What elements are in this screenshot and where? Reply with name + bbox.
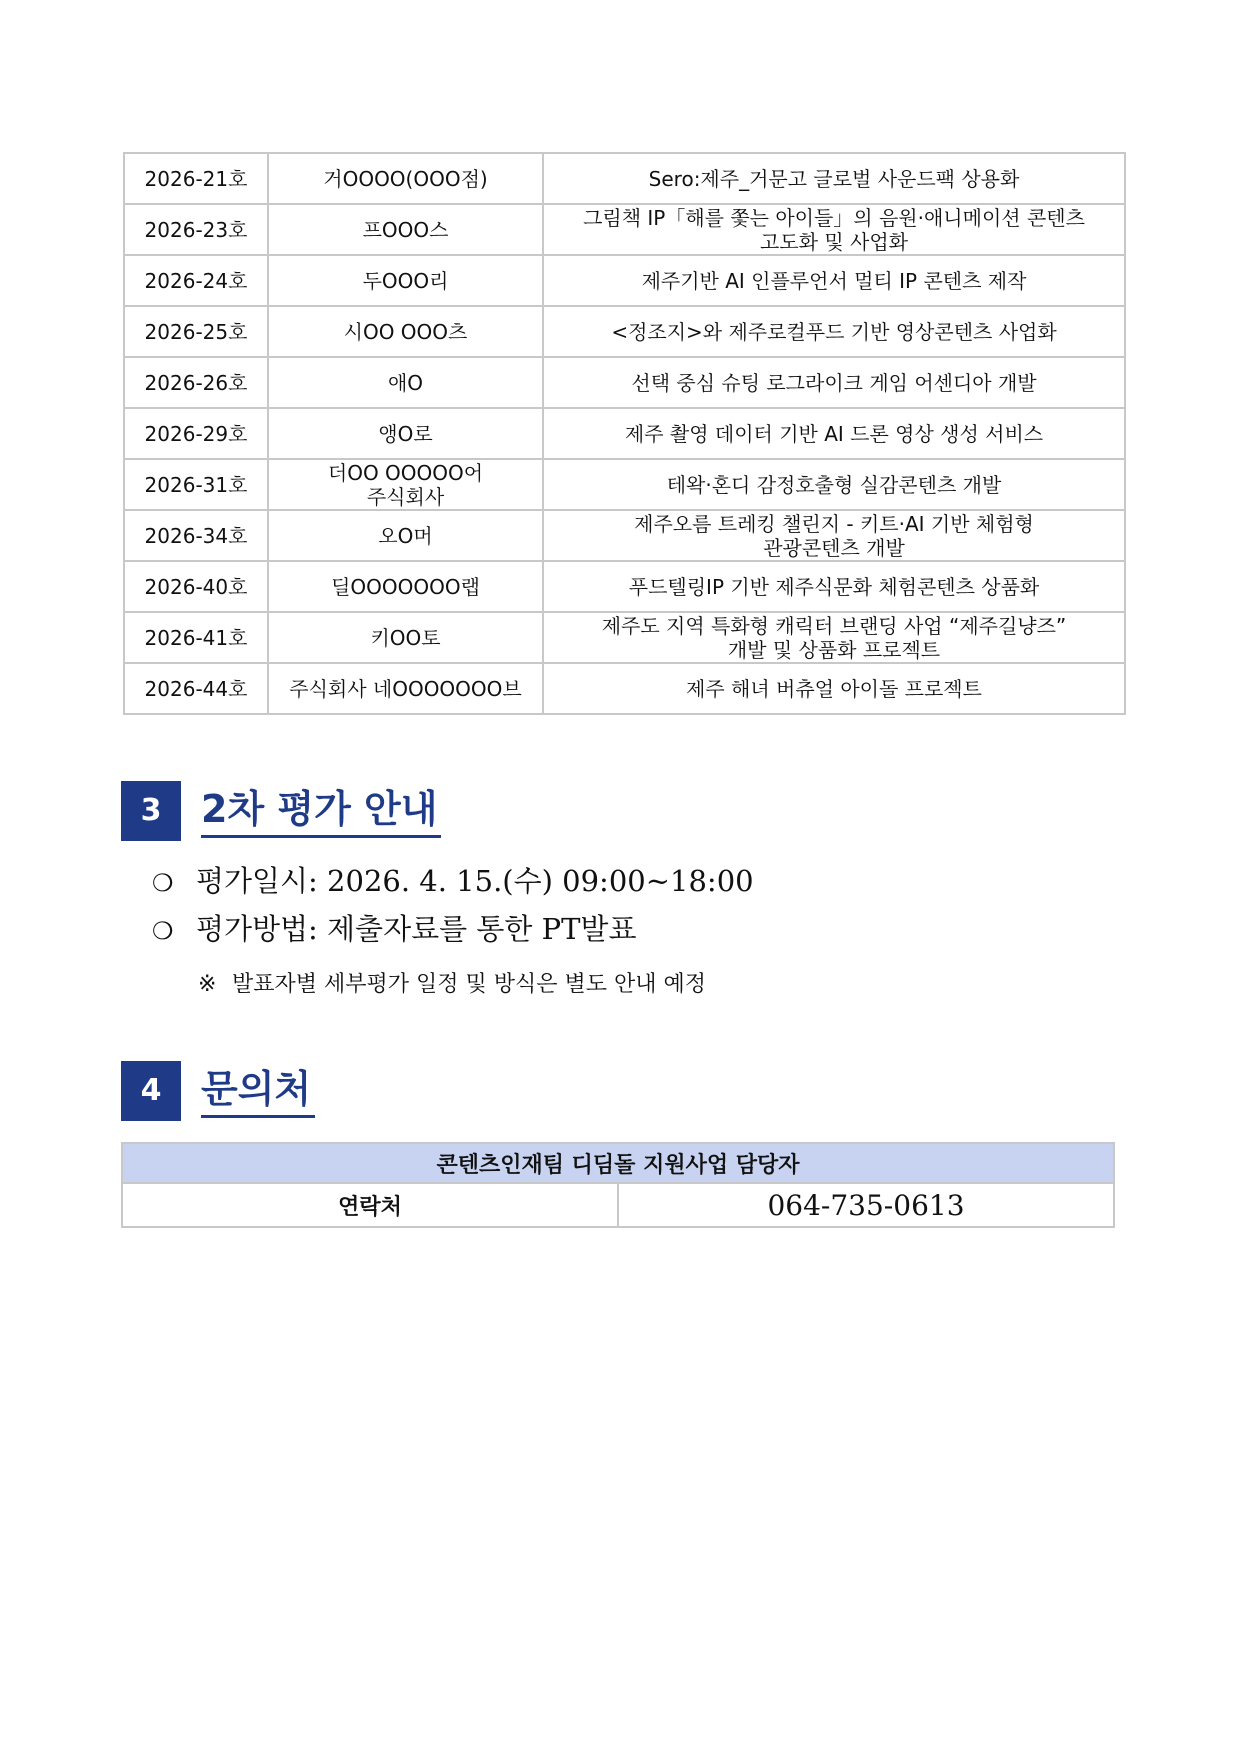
cell-text: 제주오름 트레킹 챌린지 - 키트·AI 기반 체험형	[634, 511, 1034, 536]
cell-text: 2026-25호	[144, 319, 248, 344]
project-title-cell	[543, 204, 1125, 255]
cell-text: 2026-24호	[144, 268, 248, 293]
note-body: 발표자별 세부평가 일정 및 방식은 별도 안내 예정	[232, 972, 706, 997]
section-number: 3	[121, 781, 181, 841]
project-number-cell	[124, 459, 268, 510]
table-row	[124, 306, 1125, 357]
company-cell	[268, 663, 543, 714]
project-number-cell	[124, 153, 268, 204]
contact-header: 콘텐츠인재팀 디딤돌 지원사업 담당자	[122, 1143, 1114, 1183]
project-number-cell	[124, 663, 268, 714]
cell-text: 주식회사	[366, 484, 445, 509]
contact-label: 연락처	[122, 1183, 618, 1227]
table-row	[124, 663, 1125, 714]
company-cell	[268, 561, 543, 612]
cell-text: 2026-41호	[144, 625, 248, 650]
cell-text: 2026-21호	[144, 166, 248, 191]
cell-text: 제주도 지역 특화형 캐릭터 브랜딩 사업 “제주길냥즈”	[601, 613, 1067, 638]
cell-text: 2026-29호	[144, 421, 248, 446]
cell-text: 그림책 IP「해를 쫓는 아이들」의 음원·애니메이션 콘텐츠	[583, 205, 1085, 230]
project-title-cell	[543, 357, 1125, 408]
cell-text: 애O	[387, 370, 424, 395]
bullet-evaluation-date	[152, 862, 754, 902]
table-row	[124, 561, 1125, 612]
table-row	[124, 459, 1125, 510]
results-table-body	[124, 153, 1125, 714]
project-number-cell	[124, 255, 268, 306]
reference-mark-icon: ※	[198, 972, 217, 997]
project-title-cell	[543, 510, 1125, 561]
cell-text: 2026-44호	[144, 676, 248, 701]
company-cell	[268, 612, 543, 663]
cell-text: 푸드텔링IP 기반 제주식문화 체험콘텐츠 상품화	[628, 574, 1040, 599]
cell-text: 시OO OOO츠	[343, 319, 468, 344]
bullet-text: 평가방법: 제출자료를 통한 PT발표	[196, 912, 637, 946]
table-row	[124, 357, 1125, 408]
table-row	[124, 255, 1125, 306]
cell-text: 주식회사 네OOOOOOO브	[289, 676, 522, 701]
cell-text: 프OOO스	[362, 217, 449, 242]
table-row	[124, 204, 1125, 255]
results-table	[123, 152, 1126, 715]
cell-text: 고도화 및 사업화	[760, 229, 908, 254]
cell-text: 두OOO리	[362, 268, 449, 293]
project-title-cell	[543, 153, 1125, 204]
cell-text: 앵O로	[378, 421, 433, 446]
note-text	[198, 970, 706, 1000]
project-number-cell	[124, 612, 268, 663]
cell-text: <정조지>와 제주로컬푸드 기반 영상콘텐츠 사업화	[611, 319, 1057, 344]
table-row	[124, 510, 1125, 561]
cell-text: Sero:제주_거문고 글로벌 사운드팩 상용화	[648, 166, 1020, 191]
project-title-cell	[543, 255, 1125, 306]
cell-text: 테왁·혼디 감정호출형 실감콘텐츠 개발	[666, 472, 1002, 497]
project-title-cell	[543, 408, 1125, 459]
project-title-cell	[543, 459, 1125, 510]
cell-text: 딜OOOOOOO랩	[331, 574, 480, 599]
cell-text: 개발 및 상품화 프로젝트	[727, 637, 941, 662]
project-number-cell	[124, 408, 268, 459]
cell-text: 키OO토	[370, 625, 441, 650]
cell-text: 더OO OOOOO어	[327, 460, 484, 485]
company-cell	[268, 153, 543, 204]
cell-text: 관광콘텐츠 개발	[763, 535, 905, 560]
project-number-cell	[124, 306, 268, 357]
cell-text: 2026-31호	[144, 472, 248, 497]
project-title-cell	[543, 663, 1125, 714]
cell-text: 오O머	[378, 523, 433, 548]
company-cell	[268, 510, 543, 561]
project-title-cell	[543, 612, 1125, 663]
section-title: 문의처	[201, 1063, 315, 1118]
project-title-cell	[543, 306, 1125, 357]
company-cell	[268, 306, 543, 357]
bullet-evaluation-method	[152, 910, 636, 950]
contact-table	[121, 1142, 1115, 1228]
cell-text: 2026-34호	[144, 523, 248, 548]
section-title: 2차 평가 안내	[201, 783, 441, 838]
circle-bullet-icon: ❍	[152, 917, 174, 945]
company-cell	[268, 459, 543, 510]
company-cell	[268, 255, 543, 306]
cell-text: 거OOOO(OOO점)	[323, 166, 488, 191]
table-row	[124, 612, 1125, 663]
company-cell	[268, 408, 543, 459]
project-number-cell	[124, 204, 268, 255]
contact-phone: 064-735-0613	[618, 1183, 1114, 1227]
cell-text: 제주 촬영 데이터 기반 AI 드론 영상 생성 서비스	[624, 421, 1044, 446]
cell-text: 2026-26호	[144, 370, 248, 395]
company-cell	[268, 204, 543, 255]
cell-text: 2026-40호	[144, 574, 248, 599]
circle-bullet-icon: ❍	[152, 869, 174, 897]
cell-text: 2026-23호	[144, 217, 248, 242]
cell-text: 제주기반 AI 인플루언서 멀티 IP 콘텐츠 제작	[641, 268, 1027, 293]
table-row	[124, 408, 1125, 459]
cell-text: 선택 중심 슈팅 로그라이크 게임 어센디아 개발	[631, 370, 1037, 395]
project-number-cell	[124, 357, 268, 408]
project-title-cell	[543, 561, 1125, 612]
project-number-cell	[124, 510, 268, 561]
company-cell	[268, 357, 543, 408]
project-number-cell	[124, 561, 268, 612]
section-number: 4	[121, 1061, 181, 1121]
cell-text: 제주 해녀 버츄얼 아이돌 프로젝트	[686, 676, 982, 701]
bullet-text: 평가일시: 2026. 4. 15.(수) 09:00~18:00	[196, 864, 754, 898]
table-row	[124, 153, 1125, 204]
